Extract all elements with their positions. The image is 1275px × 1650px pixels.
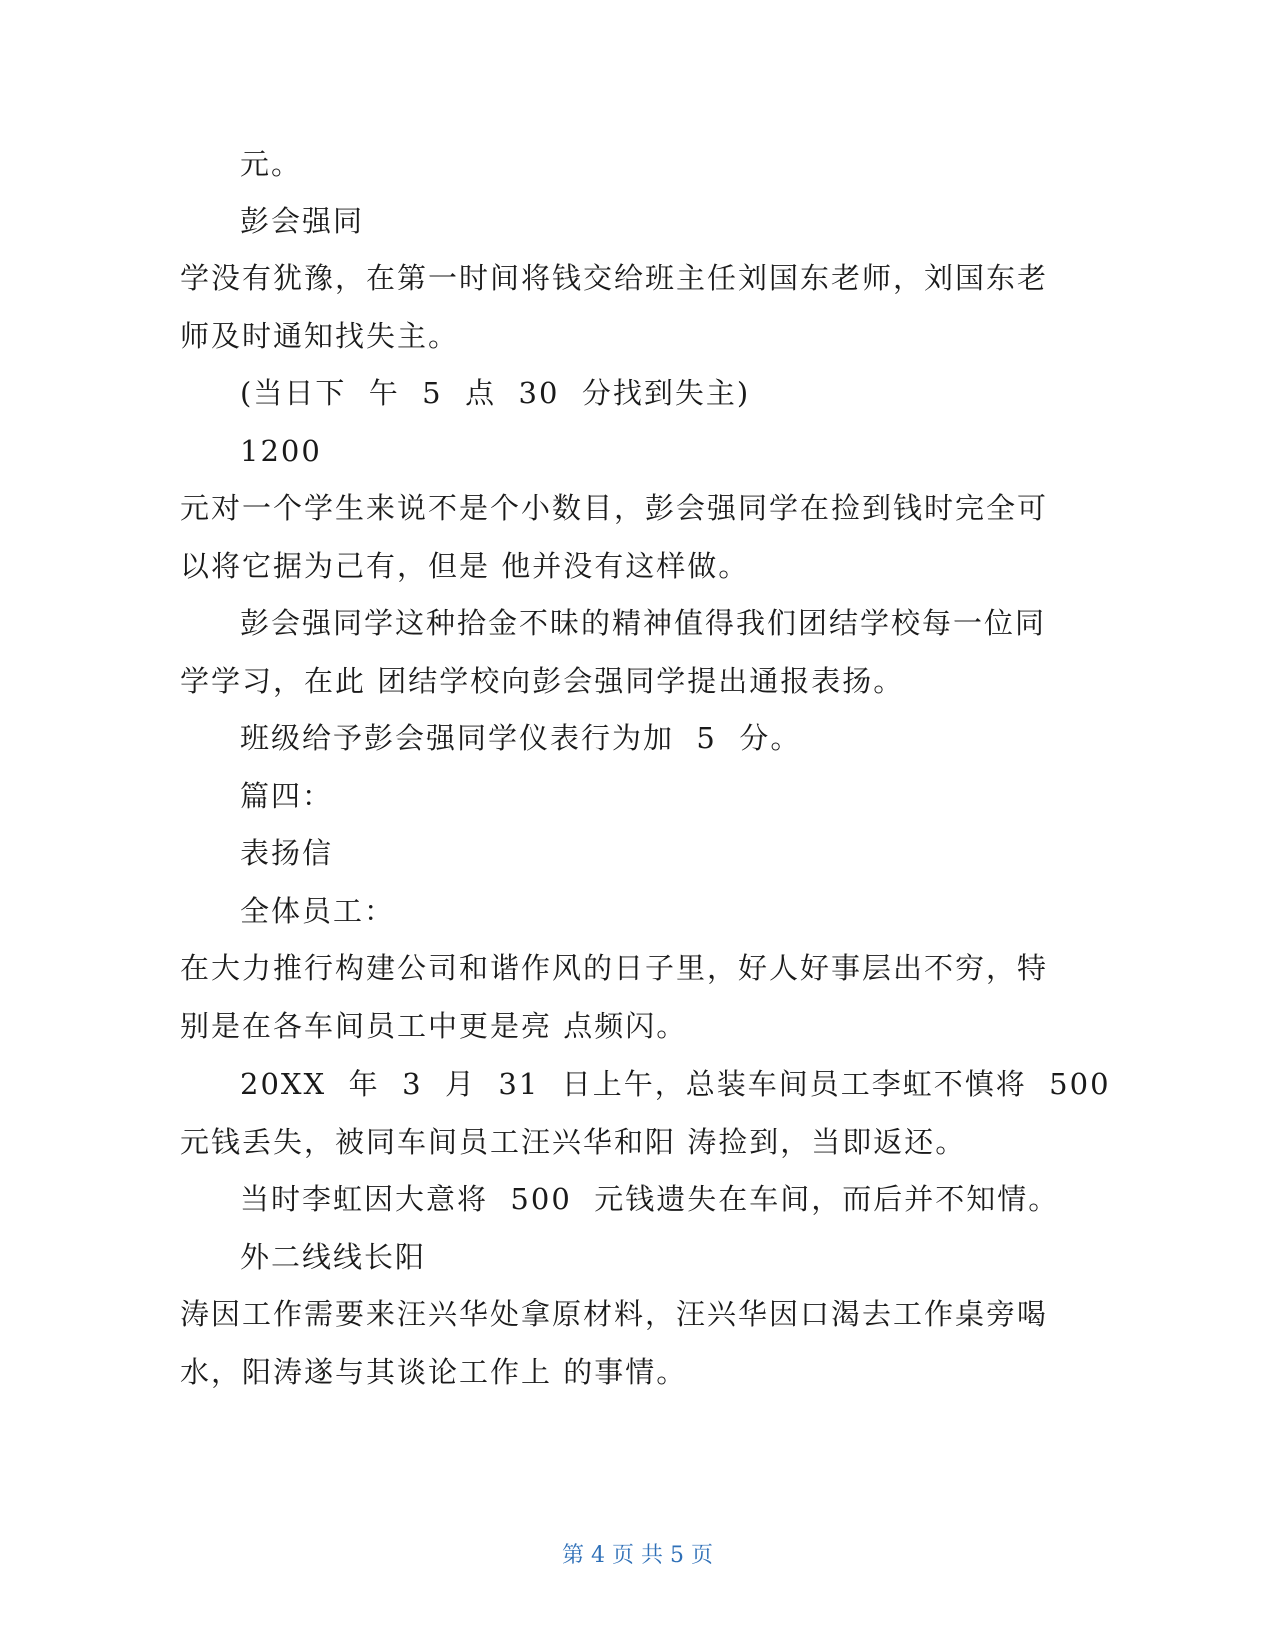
text-line: 学学习，在此 团结学校向彭会强同学提出通报表扬。 xyxy=(180,664,905,698)
text-line: 元对一个学生来说不是个小数目，彭会强同学在捡到钱时完全可 xyxy=(180,491,1049,525)
section-heading: 篇四： xyxy=(240,779,334,813)
text-line: 彭会强同学这种拾金不昧的精神值得我们团结学校每一位同 xyxy=(240,606,1047,640)
text-line: 彭会强同 xyxy=(240,204,365,238)
letter-salutation: 全体员工： xyxy=(240,894,396,928)
text-line: 水，阳涛遂与其谈论工作上 的事情。 xyxy=(180,1355,688,1389)
text-line: 元钱丢失，被同车间员工汪兴华和阳 涛捡到，当即返还。 xyxy=(180,1125,967,1159)
text-line: 在大力推行构建公司和谐作风的日子里，好人好事层出不穷，特 xyxy=(180,951,1049,985)
text-line: 当时李虹因大意将 500 元钱遗失在车间，而后并不知情。 xyxy=(240,1182,1060,1216)
text-line: 涛因工作需要来汪兴华处拿原材料，汪兴华因口渴去工作桌旁喝 xyxy=(180,1297,1049,1331)
text-line: 外二线线长阳 xyxy=(240,1240,427,1274)
text-line: 学没有犹豫，在第一时间将钱交给班主任刘国东老师，刘国东老 xyxy=(180,261,1049,295)
page-footer: 第 4 页 共 5 页 xyxy=(562,1543,713,1568)
text-line: 以将它据为己有，但是 他并没有这样做。 xyxy=(180,549,750,583)
text-line: 1200 xyxy=(240,434,322,468)
text-line: 别是在各车间员工中更是亮 点频闪。 xyxy=(180,1009,688,1043)
text-line: 师及时通知找失主。 xyxy=(180,319,460,353)
text-line: 20XX 年 3 月 31 日上午，总装车间员工李虹不慎将 500 xyxy=(240,1067,1111,1101)
text-line: 元。 xyxy=(240,147,303,181)
text-line: 班级给予彭会强同学仪表行为加 5 分。 xyxy=(240,721,802,755)
letter-title: 表扬信 xyxy=(240,836,334,870)
text-line: (当日下 午 5 点 30 分找到失主) xyxy=(240,376,751,410)
